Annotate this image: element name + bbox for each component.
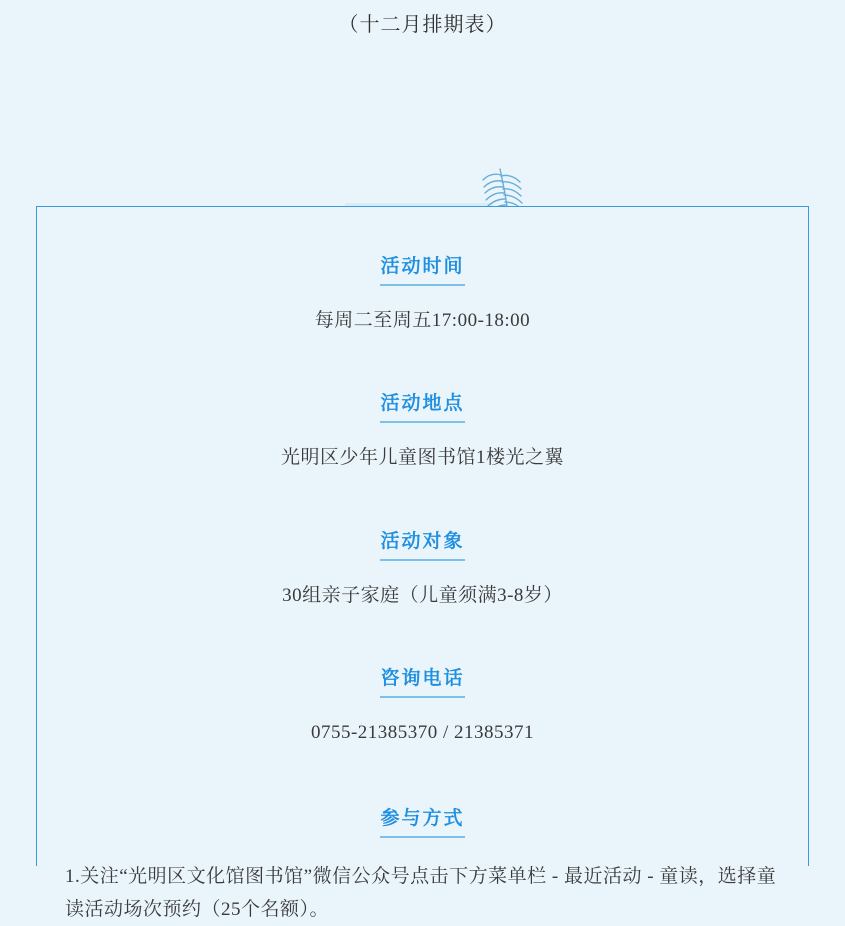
detail-body: 30组亲子家庭（儿童须满3-8岁） — [282, 584, 563, 606]
section-banner — [0, 83, 845, 193]
detail-body: 光明区少年儿童图书馆1楼光之翼 — [280, 447, 564, 469]
detail-body: 0755-21385370 / 21385371 — [310, 722, 535, 744]
detail-body: 每周二至周五17:00-18:00 — [314, 310, 531, 331]
detail-title: 活动时间 — [380, 251, 464, 286]
page-subtitle: （十二月排期表） — [338, 14, 507, 36]
detail-title: 活动地点 — [380, 388, 464, 423]
detail-block-audience — [37, 526, 808, 611]
details-card — [36, 206, 809, 920]
detail-block-time — [37, 251, 808, 336]
detail-block-phone — [37, 663, 808, 748]
detail-block-participation — [37, 803, 808, 926]
detail-title: 参与方式 — [380, 803, 464, 838]
detail-title: 活动对象 — [380, 526, 464, 561]
detail-body: 1.关注“光明区文化馆图书馆”微信公众号点击下方菜单栏 - 最近活动 - 童读，选择童读活动场次预约（25个名额）。 — [65, 865, 777, 920]
detail-title: 咨询电话 — [380, 663, 464, 698]
detail-block-location — [37, 388, 808, 473]
